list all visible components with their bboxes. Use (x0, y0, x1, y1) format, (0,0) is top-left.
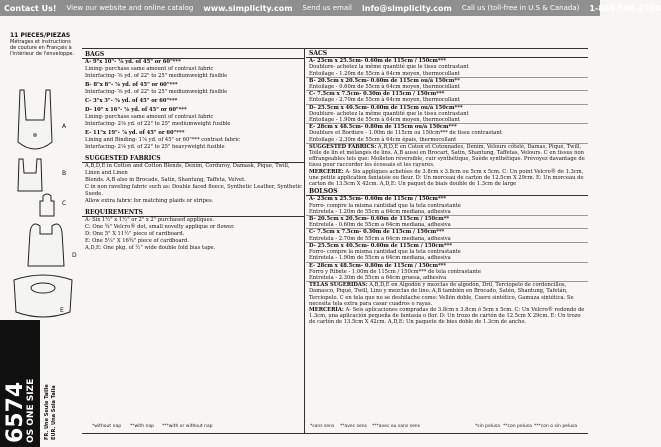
sacs-line: Doublure- achetez la même quantité que le tissu contrastant (309, 64, 469, 71)
nap-note-1: *without nap (92, 424, 122, 429)
website-link[interactable]: www.simplicity.com (203, 3, 293, 13)
bag-b-diagram (14, 155, 46, 195)
bags-line: Lining- purchase same amount of contrast fabric (85, 66, 214, 72)
telas-title: TELAS SUGERIDAS: (309, 282, 368, 289)
pattern-number: 6574 (3, 381, 28, 443)
sens-note-3: ***avec ou sans sens (372, 424, 420, 429)
bolsos-line: A- 23cm x 25.5cm- 0.60m de 115cm / 150cm*** (309, 196, 447, 203)
requirements-line: A- Six 1½" x 1½" or 2" x 2" purchased appliques. (85, 217, 215, 223)
sacs-line: B- 20.5cm x 20.5cm- 0.60m de 115cm ou/à 150cm** (309, 77, 460, 84)
bags-line: Lining and Binding- 1⅞ yd. of 45" or 60"*** contrast fabric (85, 137, 240, 143)
sacs-line: A- 23cm x 25.5cm- 0.60m de 115cm / 150cm*** (309, 58, 447, 65)
bags-line: Interfacing- ⅝ yd. of 22" to 25" mediumweight fusible (85, 73, 228, 79)
bolsos-line: Entretela - 2.30m de 55cm a 64cm gruesa, adhesiva (306, 275, 588, 282)
sacs-line: Entoilage - 1.20m de 55cm à 64cm moyen, thermocollant (306, 71, 588, 78)
pattern-size-eur: EUR. Una Sola Talla (51, 385, 57, 440)
sacs-title: SACS (306, 51, 588, 58)
sacs-line: Entoilage - 0.60m de 55cm à 64cm moyen, thermocollant (306, 84, 588, 91)
pattern-size-fr: FR. Une Seule Taille (44, 384, 50, 440)
sens-note-1: *sans sens (310, 424, 335, 429)
sacs-line: Entoilage - 2.70m de 55cm à 64cm moyen, thermocollant (306, 97, 588, 104)
merceria-text: A- Seis aplicaciones compradas de 3.8cm x 3.8cm ó 5cm x 5cm. C: Un Velcro® redondo de 1.3cm, una aplicación pequeña de fantasía o flor. D: Un trozo de cartón de 12.5cm X 29cm. E: Un trozo de cartón de 13.5cm X 42cm. A,D,E: Un paquete de bies doble de 1.3cm de ancho. (309, 306, 585, 326)
bolsos-line: C- 7.5cm x 7.5cm- 0.30m de 115cm / 150cm*** (309, 229, 445, 236)
bolsos-line: Entretela - 1.90m de 55cm a 64cm mediana, adhesiva (306, 255, 588, 262)
fabrics-line: C in non raveling fabric such as: Double faced fleece, Synthetic Leather, Synthetic Suede. (85, 184, 303, 197)
bags-line: Interfacing- ⅝ yd. of 22" to 25" mediumweight fusible (85, 89, 228, 95)
requirements-line: E: One 5¼" X 16¾" piece of cardboard. (85, 238, 190, 244)
bolsos-line: Forro- compre la misma cantidad que la tela contrastante (309, 249, 461, 256)
bolsos-line: Entretela - 0.60m de 55cm a 64cm mediana, adhesiva (306, 222, 588, 229)
bolsos-line: Entretela - 1.20m de 55cm a 64cm mediana, adhesiva (306, 209, 588, 216)
call-text: Call us (toll-free in U.S & Canada) (461, 4, 580, 12)
mercerie-title: MERCERIE: (309, 168, 344, 175)
tissus-text: A,B,D,E en Coton et Cotonnades, Denim, Velours côtelé, Damas, Piqué, Twill, Toile de lin et mélanges de lins. A,B aussi en Brocart, Satin, Shantung, Taffetas, Velours. C en tissus non effrangeables tels que: Molleton réversible, cuir synthétique, Suède synthétique. Prévoyez davantage de tissu pour raccorder les écossais et les rayures. (309, 143, 585, 169)
bolsos-line: B- 20.5cm x 20.5cm- 0.60m de 115cm / 150cm** (309, 216, 450, 223)
email-link[interactable]: info@simplicity.com (362, 3, 452, 13)
bolsos-title: BOLSOS (306, 189, 588, 196)
bag-a-diagram (14, 80, 56, 160)
nap-note-3: ***with or without nap (162, 424, 213, 429)
telas-text: A,B,D,E en Algodón y mezclas de algodón, Dril, Terciopelo de cordoncillos, Damasco, Piqué, Twill, Lino y mezclas de lino. A,B también en Brocado, Satén, Shantung, Tafetán, Terciopelo. C en tela que no se deshilache como: Vellón doble, Cuero sintético, Gamuza sintética. Se necesita tela extra para casar cuadros o rayas. (309, 282, 574, 307)
label-e: E (60, 307, 64, 314)
requirements-line: A,D,E: One pkg. of ½" wide double fold bias tape. (85, 245, 216, 251)
pattern-size: OS ONE SIZE (26, 378, 36, 443)
sacs-line: Doublure et Bordure - 1.00m de 115cm ou 150cm*** de tissu contrastant (309, 130, 502, 137)
sacs-line: C- 7.5cm x 7.5cm- 0.30m de 115cm / 150cm*** (309, 91, 445, 98)
fabrics-line: Allow extra fabric for matching plaids or stripes. (85, 198, 214, 204)
requirements-line: C: One ¾" Velcro® dot, small novelty applique or flower. (85, 224, 235, 230)
bags-line: D- 10" x 16"- ⅝ yd. of 45" or 60"*** (85, 107, 187, 113)
pelusa-note-2: **con pelusa (503, 424, 532, 429)
sacs-line: D- 25.5cm x 40.5cm- 0.60m de 115cm ou/à 150cm*** (309, 104, 463, 111)
french-spanish-column (306, 49, 588, 433)
bolsos-line: E- 28cm x 48.5cm- 0.80m de 115cm / 150cm*** (309, 262, 447, 269)
bolsos-line: D- 25.5cm x 40.5cm- 0.60m de 115cm / 150cm*** (309, 242, 453, 249)
sacs-line: E- 28cm x 48.5cm- 0.80m de 115cm ou/à 150cm*** (309, 124, 457, 131)
sacs-line: Entoilage - 2.30m de 55cm à 64cm épais, thermocollant (306, 137, 588, 144)
requirements-title: REQUIREMENTS (82, 209, 304, 217)
pieces-line-3: l'intérieur de l'enveloppe. (10, 51, 75, 57)
pelusa-note-3: ***con o sin pelusa (534, 424, 578, 429)
pieces-line-1: Métrages et instructions (10, 39, 71, 45)
bags-line: C- 3"x 3"- ⅜ yd. of 45" or 60"*** (85, 98, 178, 104)
label-a: A (62, 123, 67, 130)
email-text: Send us email (302, 4, 352, 12)
english-column (82, 49, 305, 433)
pattern-instructions (82, 48, 588, 434)
bolsos-line: Forro y Ribete - 1.00m de 115cm / 150cm*** de tela contrastante (309, 268, 481, 275)
fabrics-line: A,B,D,E in Cotton and Cotton Blends, Denim, Corduroy, Damask, Pique, Twill, Linen and Linen (85, 163, 290, 176)
bags-line: E- 11"x 19"- ⅞ yd. of 45" or 60"*** (85, 130, 185, 136)
bag-e-diagram (10, 270, 76, 322)
pattern-number-bar (0, 320, 40, 447)
bolsos-line: Forro- compre la misma cantidad que la tela contrastante (309, 202, 461, 209)
pieces-info (10, 33, 80, 57)
contact-heading: Contact Us! (4, 3, 57, 13)
tissus-title: SUGGESTED FABRICS: (309, 143, 377, 150)
sacs-line: Doublure- achetez la même quantité que le tissu contrastant (309, 110, 469, 117)
pieces-title: 11 PIECES/PIEZAS (10, 32, 71, 39)
contact-bar (0, 0, 661, 16)
requirements-line: D: One 5" X 11½" piece of cardboard. (85, 231, 185, 237)
bags-title: BAGS (82, 51, 304, 59)
mercerie-text: A- Six appliques achetées de 3.8cm x 3.8cm ou 5cm x 5cm. C: Un point Velcro® de 1.3cm, une petite application fantaisie ou fleur. D: Un morceau de carton de 12.5cm X 29cm. E: Un morceau de carton de 13.5cm X 42cm. A,D,E: Un paquet de biais double de 1.3cm de large (309, 168, 584, 188)
label-d: D (72, 252, 77, 259)
merceria-title: MERCERÍA: (309, 306, 344, 313)
label-b: B (62, 170, 67, 177)
label-c: C (62, 200, 67, 207)
nap-note-2: **with nap (130, 424, 154, 429)
fabrics-line: Blends. A,B also in Brocade, Satin, Shantung, Taffeta, Velvet. (85, 177, 246, 183)
bags-line: Interfacing- 2⅛ yd. of 22" to 25" heavyweight fusible (85, 144, 225, 150)
bolsos-line: Entretela - 2.70m de 55cm a 64cm mediana, adhesiva (306, 236, 588, 243)
bag-d-diagram (24, 218, 68, 270)
pelusa-note-1: *sin pelusa (475, 424, 500, 429)
bags-line: A- 9"x 10"- ⅝ yd. of 45" or 60"*** (85, 59, 181, 65)
bags-line: B- 8"x 8"- ⅝ yd. of 45" or 60"*** (85, 82, 178, 88)
bags-line: Lining- purchase same amount of contrast fabric (85, 114, 214, 120)
pieces-line-2: de couture en Français à (10, 45, 72, 51)
bags-line: Interfacing- 2⅛ yd. of 22" to 25" mediumweight fusible (85, 121, 231, 127)
bag-c-diagram (36, 192, 58, 218)
phone-number[interactable]: 1-888-588-2700 (589, 3, 661, 13)
fabrics-title: SUGGESTED FABRICS (82, 155, 304, 163)
sacs-line: Entoilage - 1.90m de 55cm à 64cm moyen, thermocollant (306, 117, 588, 124)
sens-note-2: **avec sens (340, 424, 367, 429)
website-text: View our website and online catalog (66, 4, 194, 12)
